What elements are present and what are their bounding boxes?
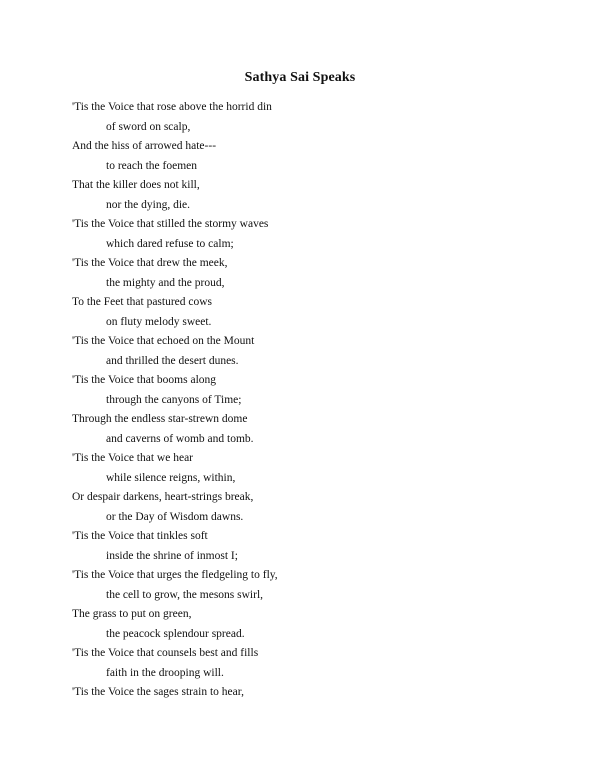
poem-line: And the hiss of arrowed hate--- [72, 140, 217, 152]
poem-line-indented: which dared refuse to calm; [106, 237, 234, 250]
poem-line-indented: the peacock splendour spread. [106, 627, 245, 640]
poem-line: Or despair darkens, heart-strings break, [72, 491, 254, 503]
poem-body [72, 98, 552, 703]
poem-line: 'Tis the Voice that urges the fledgeling to fly, [72, 569, 278, 581]
poem-line: The grass to put on green, [72, 608, 192, 620]
poem-line: 'Tis the Voice that echoed on the Mount [72, 335, 255, 347]
poem-line: To the Feet that pastured cows [72, 296, 213, 308]
poem-line: 'Tis the Voice that tinkles soft [72, 530, 208, 542]
poem-line-indented: while silence reigns, within, [106, 471, 236, 484]
poem-line-indented: inside the shrine of inmost I; [106, 549, 238, 562]
poem-line: 'Tis the Voice that we hear [72, 452, 193, 464]
poem-line-indented: through the canyons of Time; [106, 393, 242, 406]
poem-line-indented: of sword on scalp, [106, 120, 191, 133]
poem-line-indented: faith in the drooping will. [106, 666, 224, 679]
poem-line: Through the endless star-strewn dome [72, 413, 248, 425]
poem-line: 'Tis the Voice that stilled the stormy waves [72, 218, 269, 230]
poem-line: 'Tis the Voice that booms along [72, 374, 217, 386]
poem-line-indented: to reach the foemen [106, 159, 197, 172]
poem-line-indented: the cell to grow, the mesons swirl, [106, 588, 264, 601]
poem-line: That the killer does not kill, [72, 179, 200, 191]
poem-line-indented: and thrilled the desert dunes. [106, 354, 239, 367]
poem-line: 'Tis the Voice that counsels best and fills [72, 647, 259, 659]
poem-line-indented: or the Day of Wisdom dawns. [106, 510, 244, 523]
poem-line-indented: the mighty and the proud, [106, 276, 225, 289]
poem-line-indented: and caverns of womb and tomb. [106, 432, 254, 445]
page-title: Sathya Sai Speaks [244, 70, 356, 85]
poem-line: 'Tis the Voice that drew the meek, [72, 257, 228, 269]
poem-line-indented: on fluty melody sweet. [106, 315, 212, 328]
poem-line-indented: nor the dying, die. [106, 198, 190, 211]
poem-line: 'Tis the Voice that rose above the horrid din [72, 101, 272, 113]
poem-line: 'Tis the Voice the sages strain to hear, [72, 686, 244, 698]
